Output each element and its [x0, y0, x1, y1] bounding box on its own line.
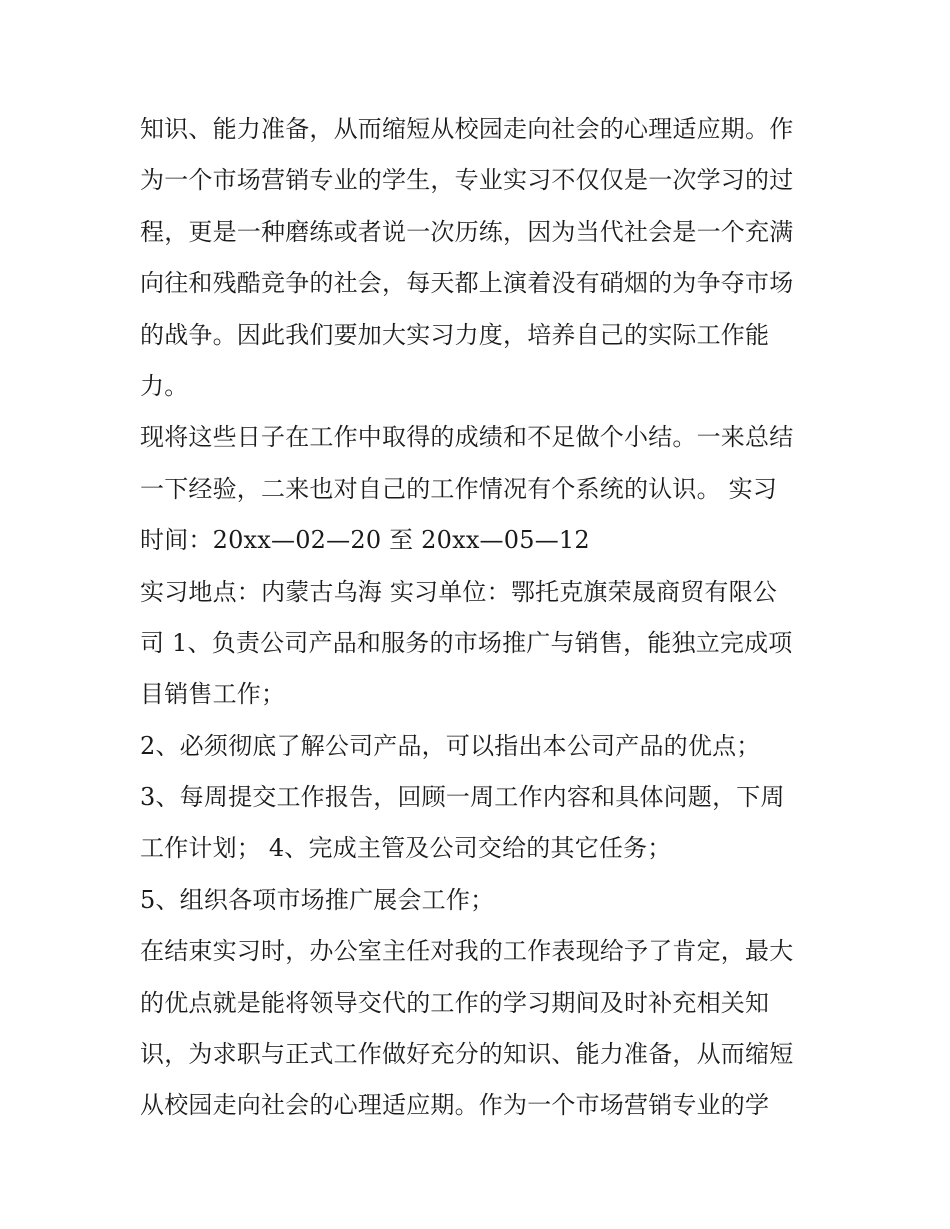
text-line: 的优点就是能将领导交代的工作的学习期间及时补充相关知 — [140, 988, 770, 1017]
text-line: 的战争。因此我们要加大实习力度，培养自己的实际工作能 — [140, 320, 770, 349]
text-line: 司 1、负责公司产品和服务的市场推广与销售，能独立完成项 — [140, 628, 793, 657]
text-line: 力。 — [140, 371, 189, 400]
text-line: 工作计划； 4、完成主管及公司交给的其它任务； — [140, 834, 672, 863]
text-line: 识，为求职与正式工作做好充分的知识、能力准备，从而缩短 — [140, 1040, 794, 1069]
text-line: 3、每周提交工作报告，回顾一周工作内容和具体问题，下周 — [140, 783, 785, 812]
text-line: 从校园走向社会的心理适应期。作为一个市场营销专业的学 — [140, 1091, 770, 1120]
text-line: 实习地点：内蒙古乌海 实习单位：鄂托克旗荣晟商贸有限公 — [140, 577, 778, 606]
text-line: 2、必须彻底了解公司产品，可以指出本公司产品的优点； — [140, 731, 761, 760]
text-line: 在结束实习时，办公室主任对我的工作表现给予了肯定，最大 — [140, 937, 794, 966]
text-line: 时间：20xx—02—20 至 20xx—05—12 — [140, 526, 590, 555]
text-line: 向往和残酷竞争的社会，每天都上演着没有硝烟的为争夺市场 — [140, 269, 794, 298]
text-line: 程，更是一种磨练或者说一次历练，因为当代社会是一个充满 — [140, 217, 794, 246]
text-line: 知识、能力准备，从而缩短从校园走向社会的心理适应期。作 — [140, 115, 794, 143]
body-text — [140, 104, 820, 1132]
text-line: 现将这些日子在工作中取得的成绩和不足做个小结。一来总结 — [140, 423, 794, 452]
text-line: 5、组织各项市场推广展会工作； — [140, 885, 495, 914]
text-line: 目销售工作； — [140, 680, 286, 709]
text-line: 为一个市场营销专业的学生，专业实习不仅仅是一次学习的过 — [140, 166, 794, 195]
text-line: 一下经验，二来也对自己的工作情况有个系统的认识。 实习 — [140, 474, 778, 503]
